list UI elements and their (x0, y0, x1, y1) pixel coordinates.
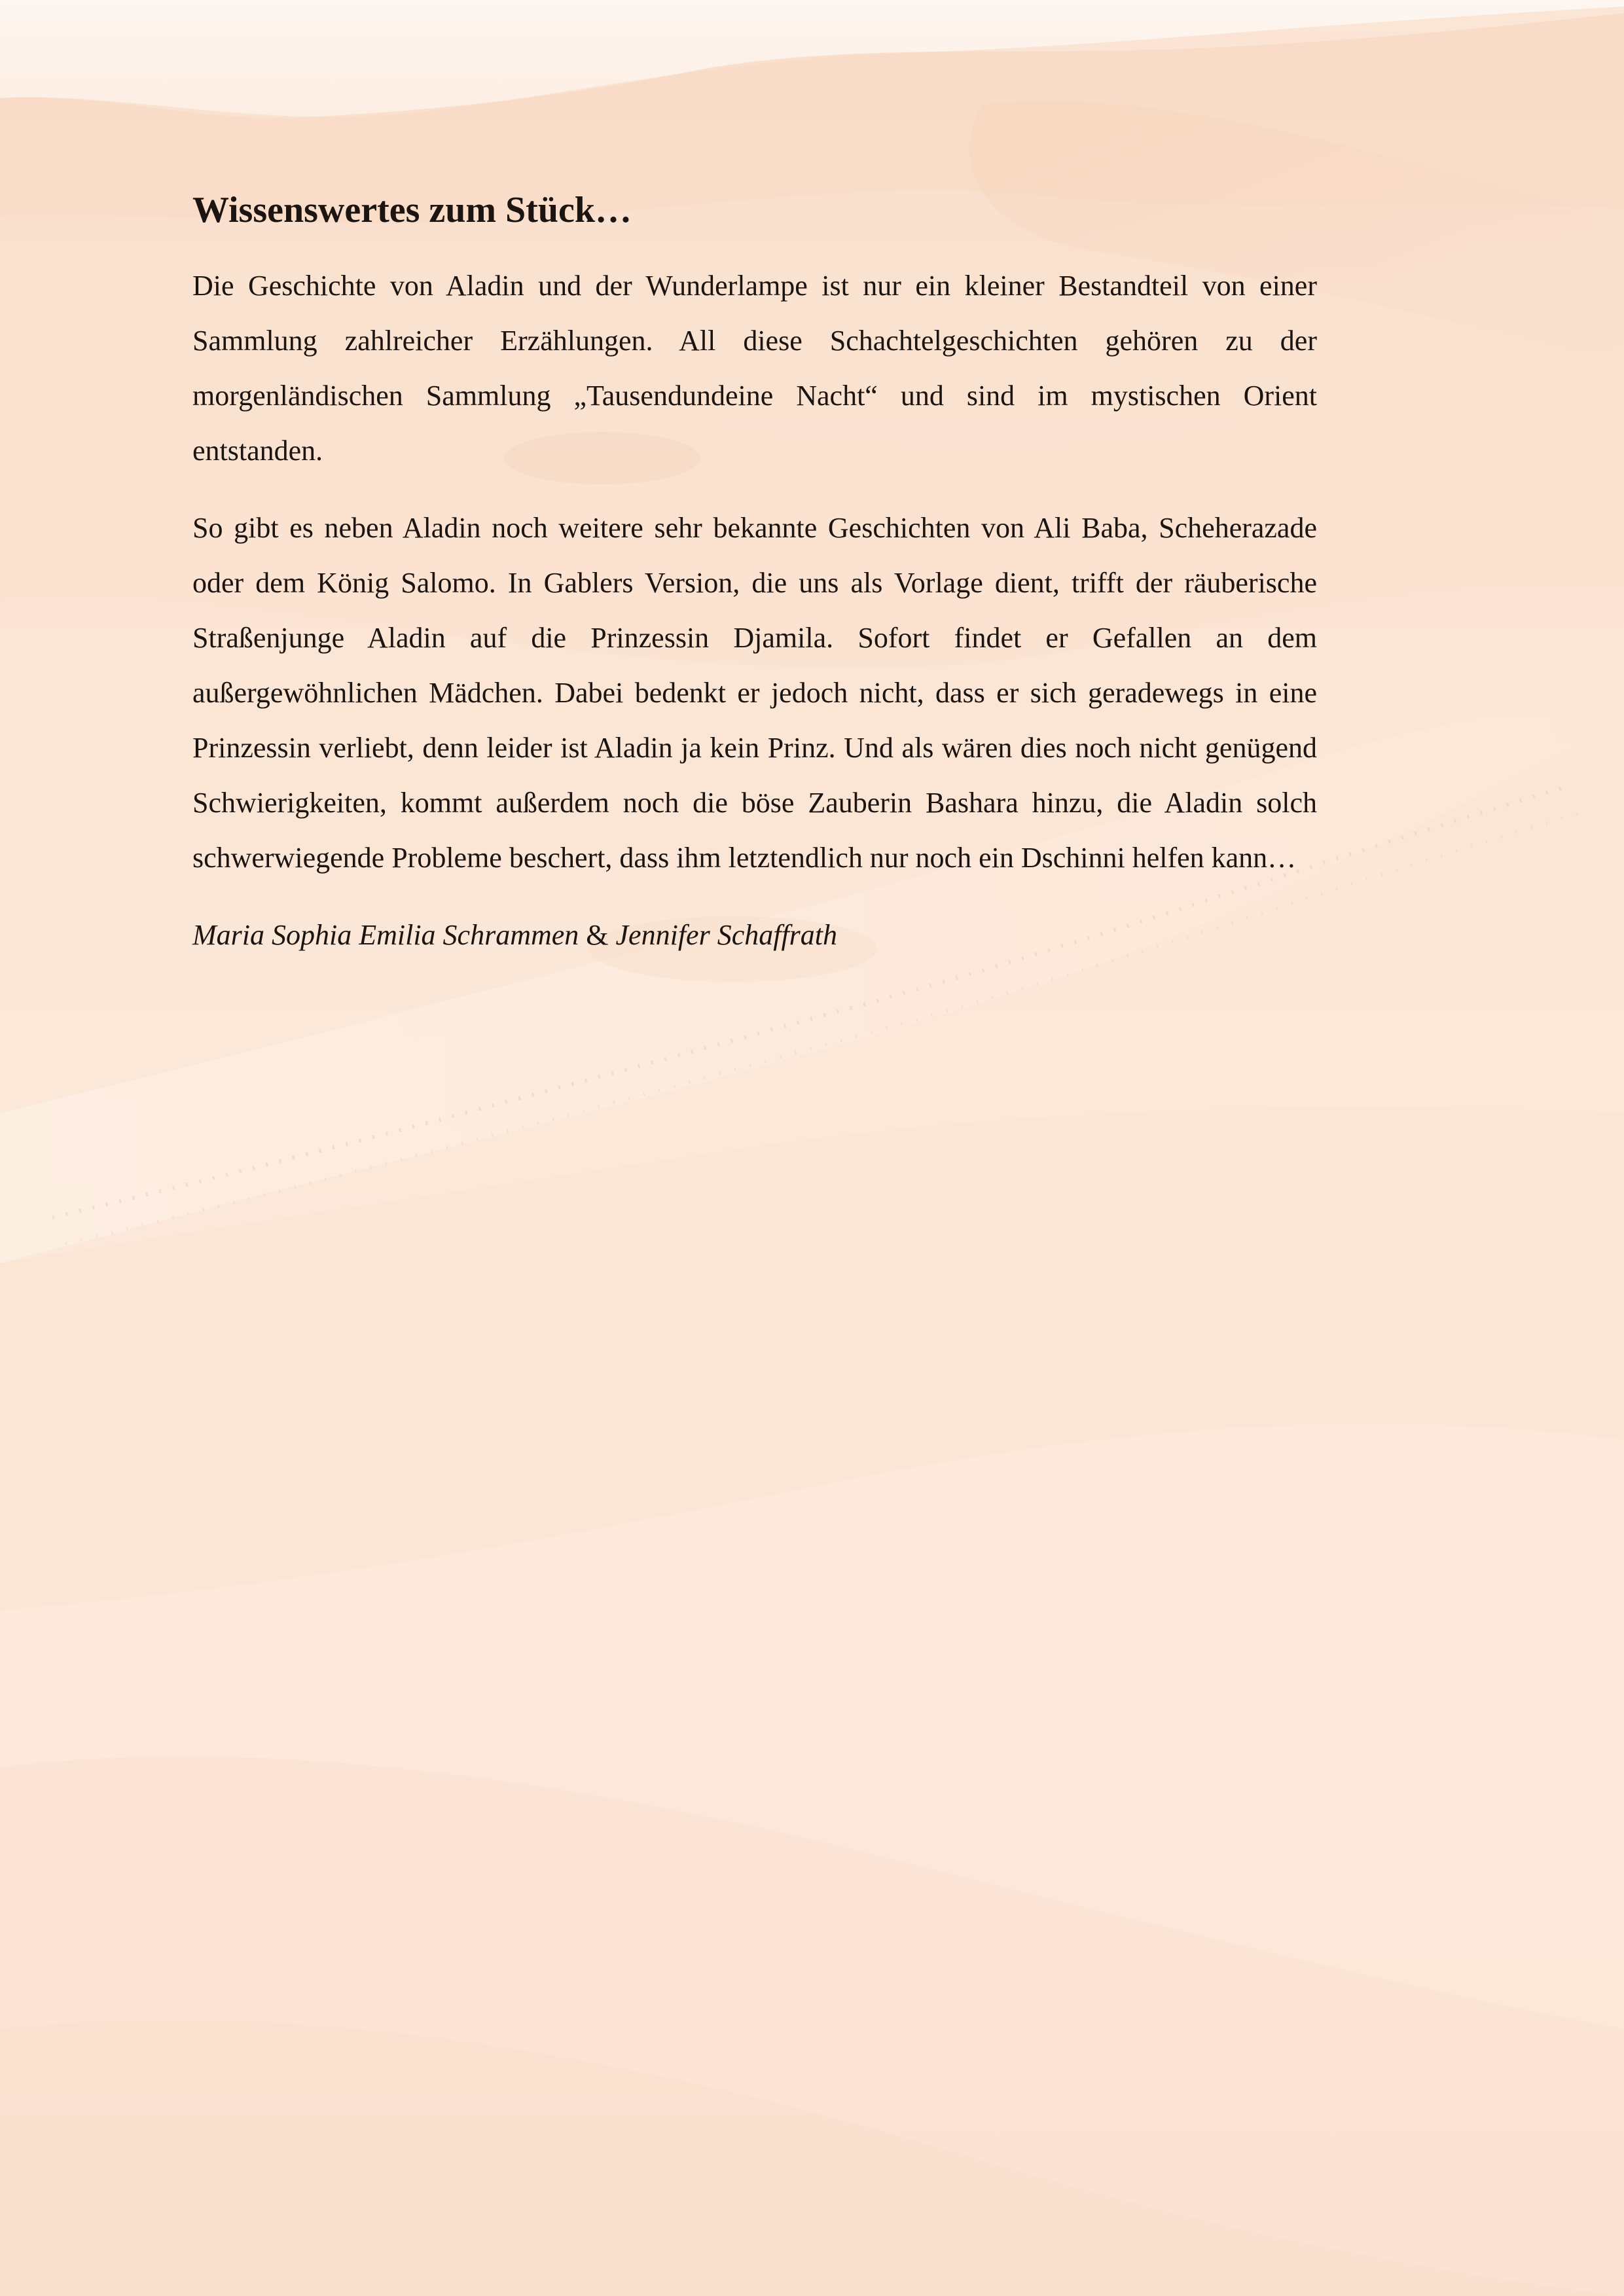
author-name-2: Jennifer Schaffrath (615, 919, 838, 952)
paragraph-story: So gibt es neben Aladin noch weitere sehr bekannte Geschichten von Ali Baba, Scheherazade oder dem König Salomo. In Gablers Version, die uns als Vorlage dient, trifft der räuberische Straßenjunge Aladin auf die Prinzessin Djamila. Sofort findet er Gefallen an dem außergewöhnlichen Mädchen. Dabei bedenkt er jedoch nicht, dass er sich geradewegs in eine Prinzessin verliebt, denn leider ist Aladin ja kein Prinz. Und als wären dies noch nicht genügend Schwierigkeiten, kommt außerdem noch die böse Zauberin Bashara hinzu, die Aladin solch schwerwiegende Probleme beschert, dass ihm letztendlich nur noch ein Dschinni helfen kann… (192, 512, 1317, 874)
paragraph-intro: Die Geschichte von Aladin und der Wunderlampe ist nur ein kleiner Bestandteil von einer Sammlung zahlreicher Erzählungen. All diese Schachtelgeschichten gehören zu der morgenländischen Sammlung „Tausendundeine Nacht“ und sind im mystischen Orient entstanden. (192, 270, 1317, 467)
author-signature (192, 908, 1317, 963)
author-separator: & (579, 919, 616, 952)
page-title: Wissenswertes zum Stück… (192, 190, 632, 230)
article (192, 188, 1317, 963)
author-name-1: Maria Sophia Emilia Schrammen (192, 919, 579, 952)
